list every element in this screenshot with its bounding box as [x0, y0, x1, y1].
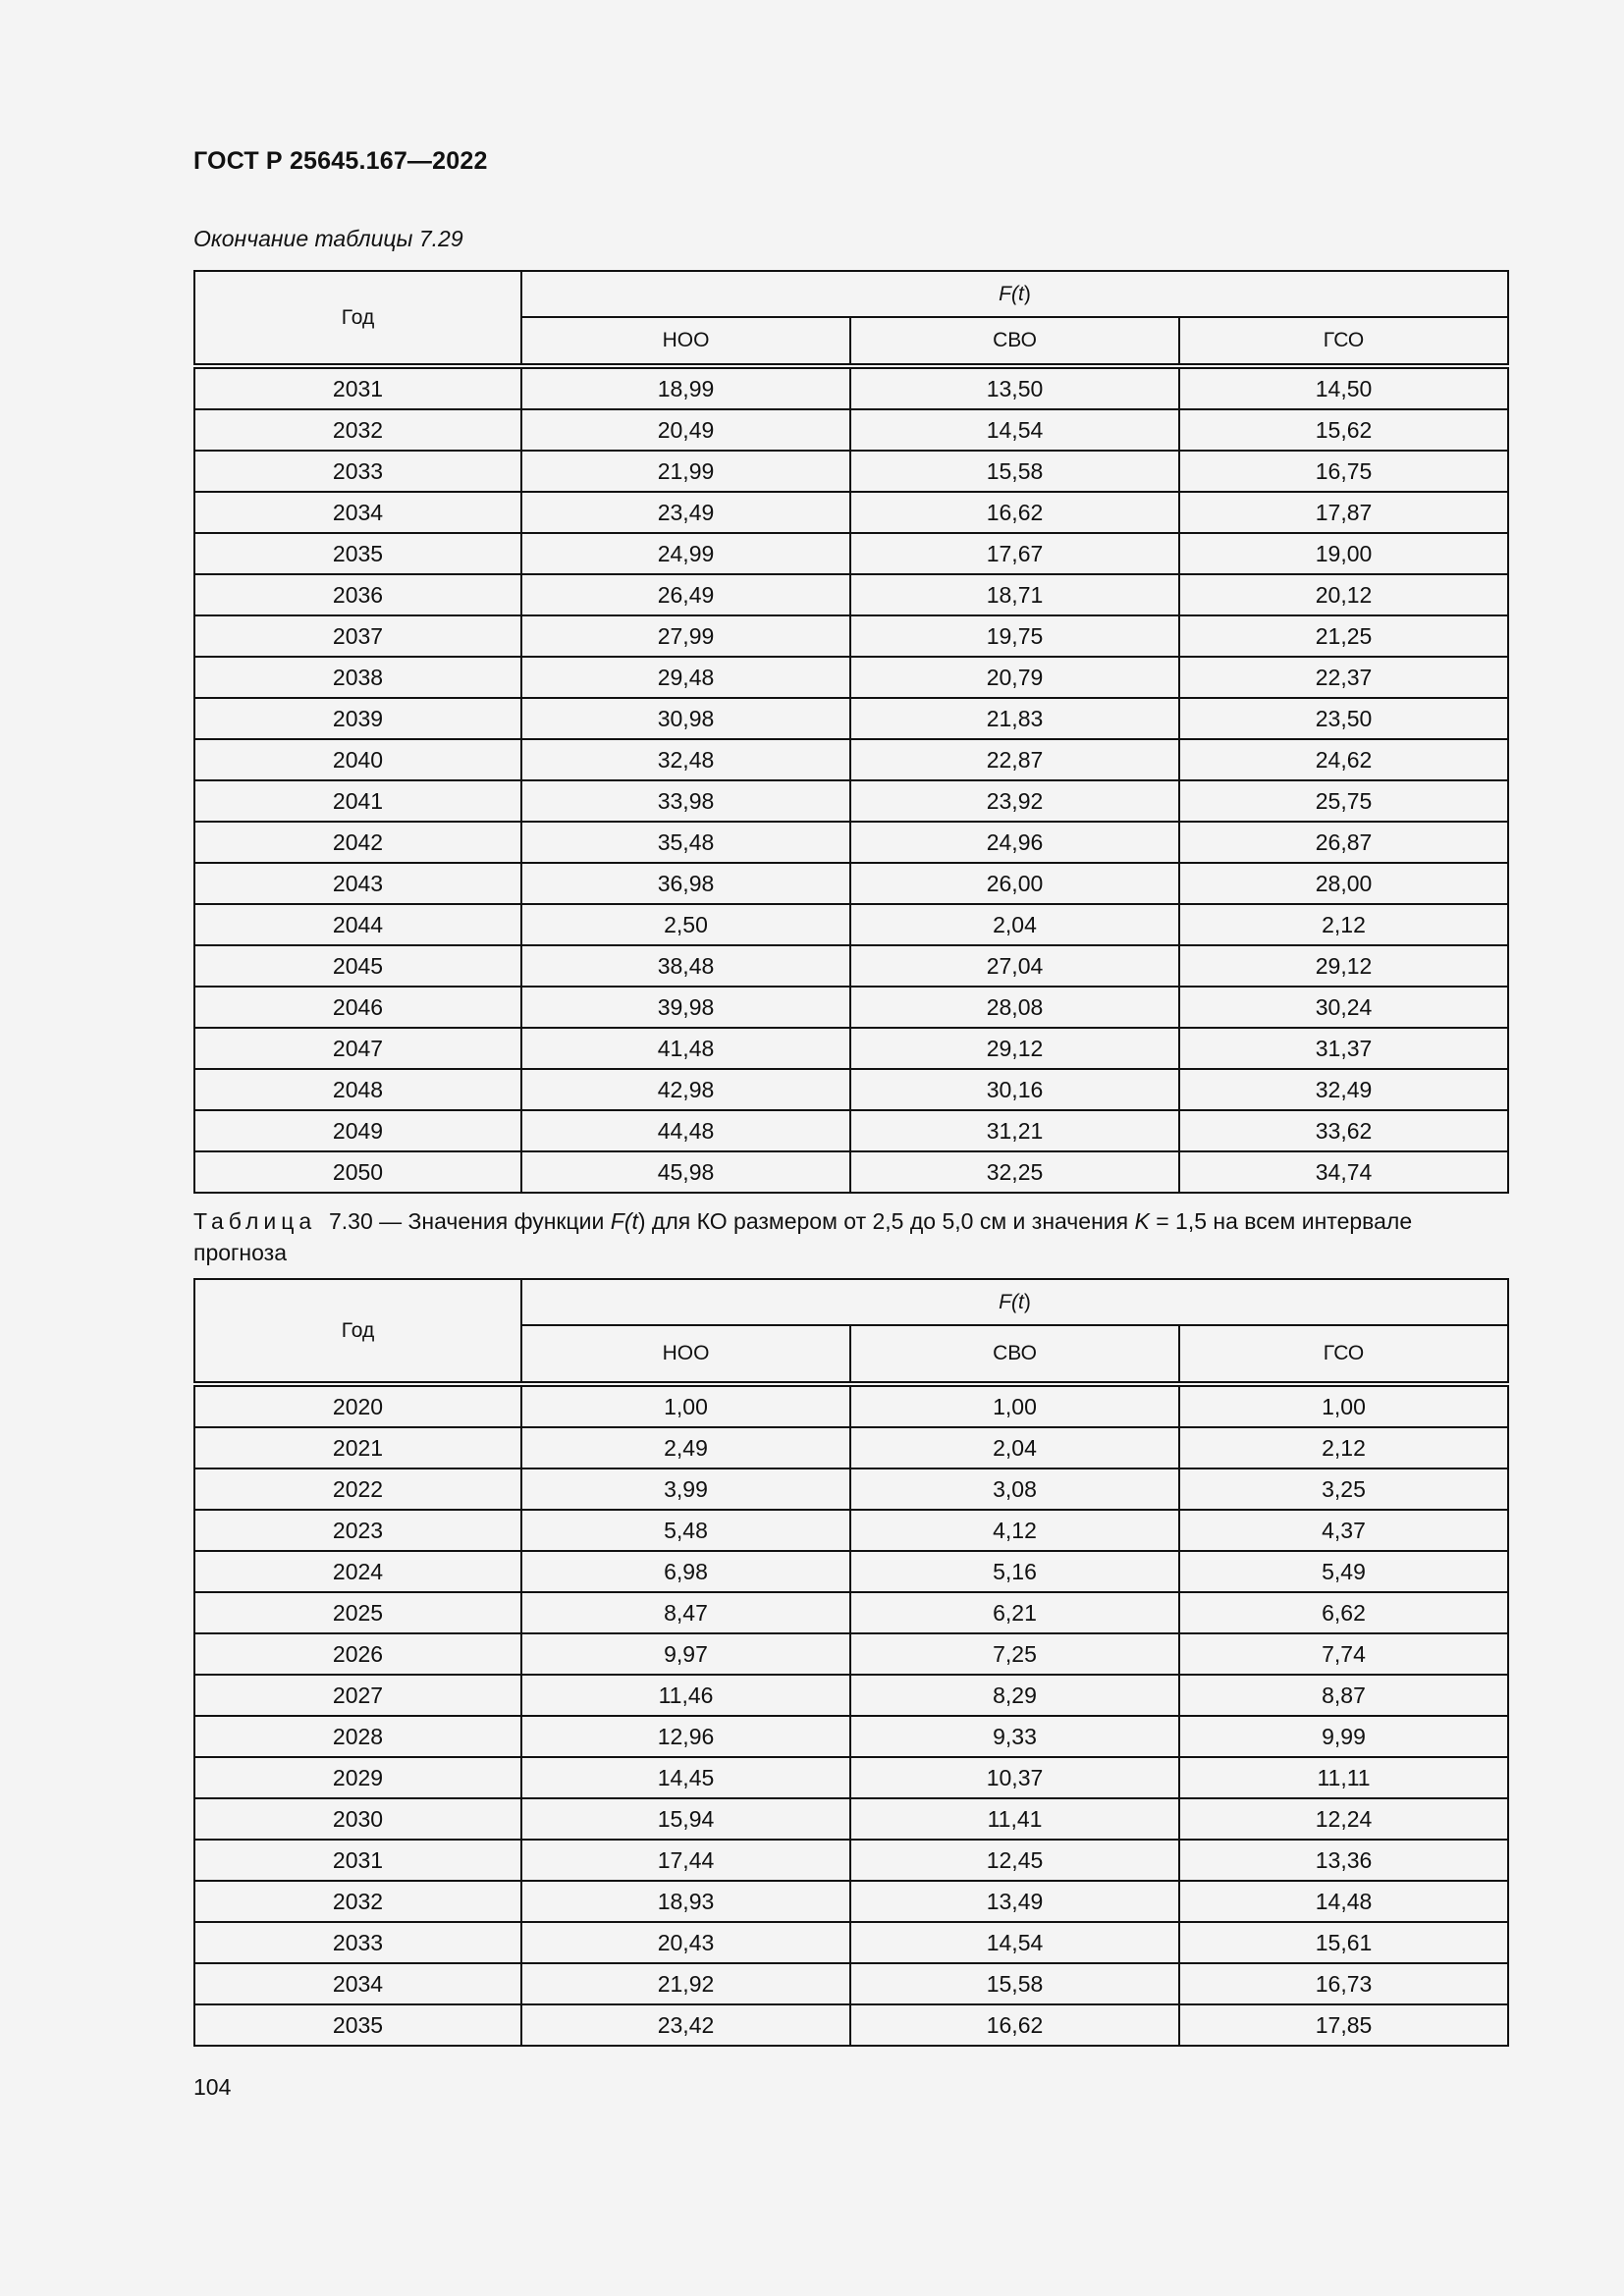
gso-value-cell: 34,74	[1179, 1151, 1508, 1193]
year-cell: 2024	[194, 1551, 521, 1592]
document-code: ГОСТ Р 25645.167—2022	[193, 147, 488, 175]
year-cell: 2031	[194, 366, 521, 409]
year-cell: 2039	[194, 698, 521, 739]
table-row	[194, 822, 1508, 863]
year-cell: 2046	[194, 987, 521, 1028]
noo-value-cell: 20,43	[521, 1922, 850, 1963]
noo-value-cell: 5,48	[521, 1510, 850, 1551]
table-row	[194, 1069, 1508, 1110]
year-cell: 2047	[194, 1028, 521, 1069]
noo-value-cell: 20,49	[521, 409, 850, 451]
gso-value-cell: 28,00	[1179, 863, 1508, 904]
table2-caption: Таблица 7.30 — Значения функции F(t) для КО размером от 2,5 до 5,0 см и значения K = 1,5 на всем интервале прогноза	[193, 1208, 1413, 1265]
gso-value-cell: 31,37	[1179, 1028, 1508, 1069]
gso-value-cell: 23,50	[1179, 698, 1508, 739]
gso-value-cell: 15,62	[1179, 409, 1508, 451]
year-cell: 2026	[194, 1633, 521, 1675]
svo-value-cell: 1,00	[850, 1384, 1179, 1427]
year-cell: 2031	[194, 1840, 521, 1881]
noo-value-cell: 42,98	[521, 1069, 850, 1110]
svo-value-cell: 11,41	[850, 1798, 1179, 1840]
table-row	[194, 1675, 1508, 1716]
year-cell: 2036	[194, 574, 521, 615]
gso-value-cell: 17,87	[1179, 492, 1508, 533]
gso-value-cell: 2,12	[1179, 904, 1508, 945]
gso-value-cell: 13,36	[1179, 1840, 1508, 1881]
gso-value-cell: 9,99	[1179, 1716, 1508, 1757]
gso-value-cell: 14,48	[1179, 1881, 1508, 1922]
year-cell: 2032	[194, 1881, 521, 1922]
noo-value-cell: 23,42	[521, 2004, 850, 2046]
svo-value-cell: 14,54	[850, 409, 1179, 451]
column-header-noo: НОО	[521, 317, 850, 366]
table-row	[194, 1384, 1508, 1427]
table-row	[194, 366, 1508, 409]
noo-value-cell: 24,99	[521, 533, 850, 574]
noo-value-cell: 39,98	[521, 987, 850, 1028]
table-row	[194, 1757, 1508, 1798]
year-cell: 2021	[194, 1427, 521, 1468]
svo-value-cell: 2,04	[850, 904, 1179, 945]
table-row	[194, 1151, 1508, 1193]
noo-value-cell: 33,98	[521, 780, 850, 822]
svo-value-cell: 6,21	[850, 1592, 1179, 1633]
svo-value-cell: 18,71	[850, 574, 1179, 615]
noo-value-cell: 14,45	[521, 1757, 850, 1798]
noo-value-cell: 11,46	[521, 1675, 850, 1716]
table1-caption: Окончание таблицы 7.29	[193, 226, 463, 251]
noo-value-cell: 8,47	[521, 1592, 850, 1633]
table2-body	[194, 1384, 1508, 2046]
column-header-gso: ГСО	[1179, 317, 1508, 366]
noo-value-cell: 3,99	[521, 1468, 850, 1510]
table-row	[194, 451, 1508, 492]
noo-value-cell: 12,96	[521, 1716, 850, 1757]
gso-value-cell: 33,62	[1179, 1110, 1508, 1151]
year-cell: 2025	[194, 1592, 521, 1633]
table-row	[194, 904, 1508, 945]
gso-value-cell: 5,49	[1179, 1551, 1508, 1592]
svo-value-cell: 12,45	[850, 1840, 1179, 1881]
noo-value-cell: 38,48	[521, 945, 850, 987]
year-cell: 2030	[194, 1798, 521, 1840]
year-cell: 2044	[194, 904, 521, 945]
table1-body	[194, 366, 1508, 1193]
noo-value-cell: 32,48	[521, 739, 850, 780]
year-cell: 2049	[194, 1110, 521, 1151]
table-row	[194, 1798, 1508, 1840]
gso-value-cell: 2,12	[1179, 1427, 1508, 1468]
gso-value-cell: 1,00	[1179, 1384, 1508, 1427]
table-row	[194, 945, 1508, 987]
noo-value-cell: 29,48	[521, 657, 850, 698]
year-cell: 2043	[194, 863, 521, 904]
svo-value-cell: 13,49	[850, 1881, 1179, 1922]
svo-value-cell: 9,33	[850, 1716, 1179, 1757]
table-row	[194, 1427, 1508, 1468]
svo-value-cell: 20,79	[850, 657, 1179, 698]
svo-value-cell: 15,58	[850, 1963, 1179, 2004]
year-cell: 2022	[194, 1468, 521, 1510]
table-row	[194, 657, 1508, 698]
table-row	[194, 698, 1508, 739]
noo-value-cell: 23,49	[521, 492, 850, 533]
function-group-header: F(t)	[521, 1279, 1508, 1325]
function-group-header: F(t)	[521, 271, 1508, 317]
svo-value-cell: 19,75	[850, 615, 1179, 657]
noo-value-cell: 27,99	[521, 615, 850, 657]
svo-value-cell: 14,54	[850, 1922, 1179, 1963]
noo-value-cell: 21,92	[521, 1963, 850, 2004]
svo-value-cell: 8,29	[850, 1675, 1179, 1716]
table-row	[194, 1633, 1508, 1675]
table-row	[194, 739, 1508, 780]
gso-value-cell: 21,25	[1179, 615, 1508, 657]
table-row	[194, 1510, 1508, 1551]
gso-value-cell: 24,62	[1179, 739, 1508, 780]
gso-value-cell: 17,85	[1179, 2004, 1508, 2046]
svo-value-cell: 7,25	[850, 1633, 1179, 1675]
table-row	[194, 492, 1508, 533]
year-cell: 2035	[194, 533, 521, 574]
svo-value-cell: 26,00	[850, 863, 1179, 904]
table-row	[194, 780, 1508, 822]
year-cell: 2029	[194, 1757, 521, 1798]
year-cell: 2038	[194, 657, 521, 698]
noo-value-cell: 30,98	[521, 698, 850, 739]
gso-value-cell: 11,11	[1179, 1757, 1508, 1798]
noo-value-cell: 15,94	[521, 1798, 850, 1840]
svo-value-cell: 27,04	[850, 945, 1179, 987]
svo-value-cell: 16,62	[850, 2004, 1179, 2046]
table-row	[194, 1592, 1508, 1633]
year-cell: 2020	[194, 1384, 521, 1427]
svo-value-cell: 16,62	[850, 492, 1179, 533]
gso-value-cell: 19,00	[1179, 533, 1508, 574]
table-row	[194, 1716, 1508, 1757]
noo-value-cell: 18,93	[521, 1881, 850, 1922]
svo-value-cell: 5,16	[850, 1551, 1179, 1592]
svo-value-cell: 31,21	[850, 1110, 1179, 1151]
gso-value-cell: 14,50	[1179, 366, 1508, 409]
table-row	[194, 1468, 1508, 1510]
year-column-header: Год	[194, 271, 521, 366]
svo-value-cell: 29,12	[850, 1028, 1179, 1069]
table-row	[194, 533, 1508, 574]
noo-value-cell: 41,48	[521, 1028, 850, 1069]
gso-value-cell: 6,62	[1179, 1592, 1508, 1633]
year-cell: 2040	[194, 739, 521, 780]
noo-value-cell: 26,49	[521, 574, 850, 615]
gso-value-cell: 22,37	[1179, 657, 1508, 698]
year-cell: 2045	[194, 945, 521, 987]
svo-value-cell: 15,58	[850, 451, 1179, 492]
noo-value-cell: 44,48	[521, 1110, 850, 1151]
gso-value-cell: 15,61	[1179, 1922, 1508, 1963]
noo-value-cell: 18,99	[521, 366, 850, 409]
year-cell: 2023	[194, 1510, 521, 1551]
year-cell: 2035	[194, 2004, 521, 2046]
table-row	[194, 1840, 1508, 1881]
year-cell: 2037	[194, 615, 521, 657]
table-7-29-end	[193, 270, 1509, 1194]
gso-value-cell: 4,37	[1179, 1510, 1508, 1551]
table-row	[194, 2004, 1508, 2046]
year-cell: 2032	[194, 409, 521, 451]
svo-value-cell: 2,04	[850, 1427, 1179, 1468]
svo-value-cell: 32,25	[850, 1151, 1179, 1193]
gso-value-cell: 8,87	[1179, 1675, 1508, 1716]
year-cell: 2033	[194, 451, 521, 492]
noo-value-cell: 2,49	[521, 1427, 850, 1468]
table-row	[194, 409, 1508, 451]
svo-value-cell: 30,16	[850, 1069, 1179, 1110]
svo-value-cell: 21,83	[850, 698, 1179, 739]
year-cell: 2033	[194, 1922, 521, 1963]
column-header-svo: СВО	[850, 317, 1179, 366]
table-row	[194, 1963, 1508, 2004]
table-row	[194, 1110, 1508, 1151]
table-row	[194, 987, 1508, 1028]
gso-value-cell: 20,12	[1179, 574, 1508, 615]
svo-value-cell: 10,37	[850, 1757, 1179, 1798]
table-row	[194, 615, 1508, 657]
noo-value-cell: 2,50	[521, 904, 850, 945]
gso-value-cell: 30,24	[1179, 987, 1508, 1028]
svo-value-cell: 13,50	[850, 366, 1179, 409]
year-cell: 2034	[194, 492, 521, 533]
noo-value-cell: 17,44	[521, 1840, 850, 1881]
noo-value-cell: 6,98	[521, 1551, 850, 1592]
year-cell: 2041	[194, 780, 521, 822]
gso-value-cell: 16,75	[1179, 451, 1508, 492]
noo-value-cell: 21,99	[521, 451, 850, 492]
year-column-header: Год	[194, 1279, 521, 1384]
svo-value-cell: 24,96	[850, 822, 1179, 863]
gso-value-cell: 26,87	[1179, 822, 1508, 863]
column-header-noo: НОО	[521, 1325, 850, 1384]
noo-value-cell: 36,98	[521, 863, 850, 904]
gso-value-cell: 32,49	[1179, 1069, 1508, 1110]
noo-value-cell: 9,97	[521, 1633, 850, 1675]
noo-value-cell: 1,00	[521, 1384, 850, 1427]
noo-value-cell: 45,98	[521, 1151, 850, 1193]
year-cell: 2034	[194, 1963, 521, 2004]
table-row	[194, 1922, 1508, 1963]
noo-value-cell: 35,48	[521, 822, 850, 863]
svo-value-cell: 23,92	[850, 780, 1179, 822]
gso-value-cell: 12,24	[1179, 1798, 1508, 1840]
gso-value-cell: 16,73	[1179, 1963, 1508, 2004]
gso-value-cell: 25,75	[1179, 780, 1508, 822]
column-header-gso: ГСО	[1179, 1325, 1508, 1384]
gso-value-cell: 7,74	[1179, 1633, 1508, 1675]
table-row	[194, 574, 1508, 615]
gso-value-cell: 29,12	[1179, 945, 1508, 987]
svo-value-cell: 22,87	[850, 739, 1179, 780]
table-row	[194, 863, 1508, 904]
svo-value-cell: 28,08	[850, 987, 1179, 1028]
gso-value-cell: 3,25	[1179, 1468, 1508, 1510]
svo-value-cell: 3,08	[850, 1468, 1179, 1510]
table-7-30	[193, 1278, 1509, 2047]
year-cell: 2027	[194, 1675, 521, 1716]
year-cell: 2028	[194, 1716, 521, 1757]
page-number: 104	[193, 2074, 232, 2100]
year-cell: 2050	[194, 1151, 521, 1193]
svo-value-cell: 17,67	[850, 533, 1179, 574]
year-cell: 2042	[194, 822, 521, 863]
column-header-svo: СВО	[850, 1325, 1179, 1384]
table-row	[194, 1881, 1508, 1922]
table-row	[194, 1028, 1508, 1069]
svo-value-cell: 4,12	[850, 1510, 1179, 1551]
year-cell: 2048	[194, 1069, 521, 1110]
table-row	[194, 1551, 1508, 1592]
